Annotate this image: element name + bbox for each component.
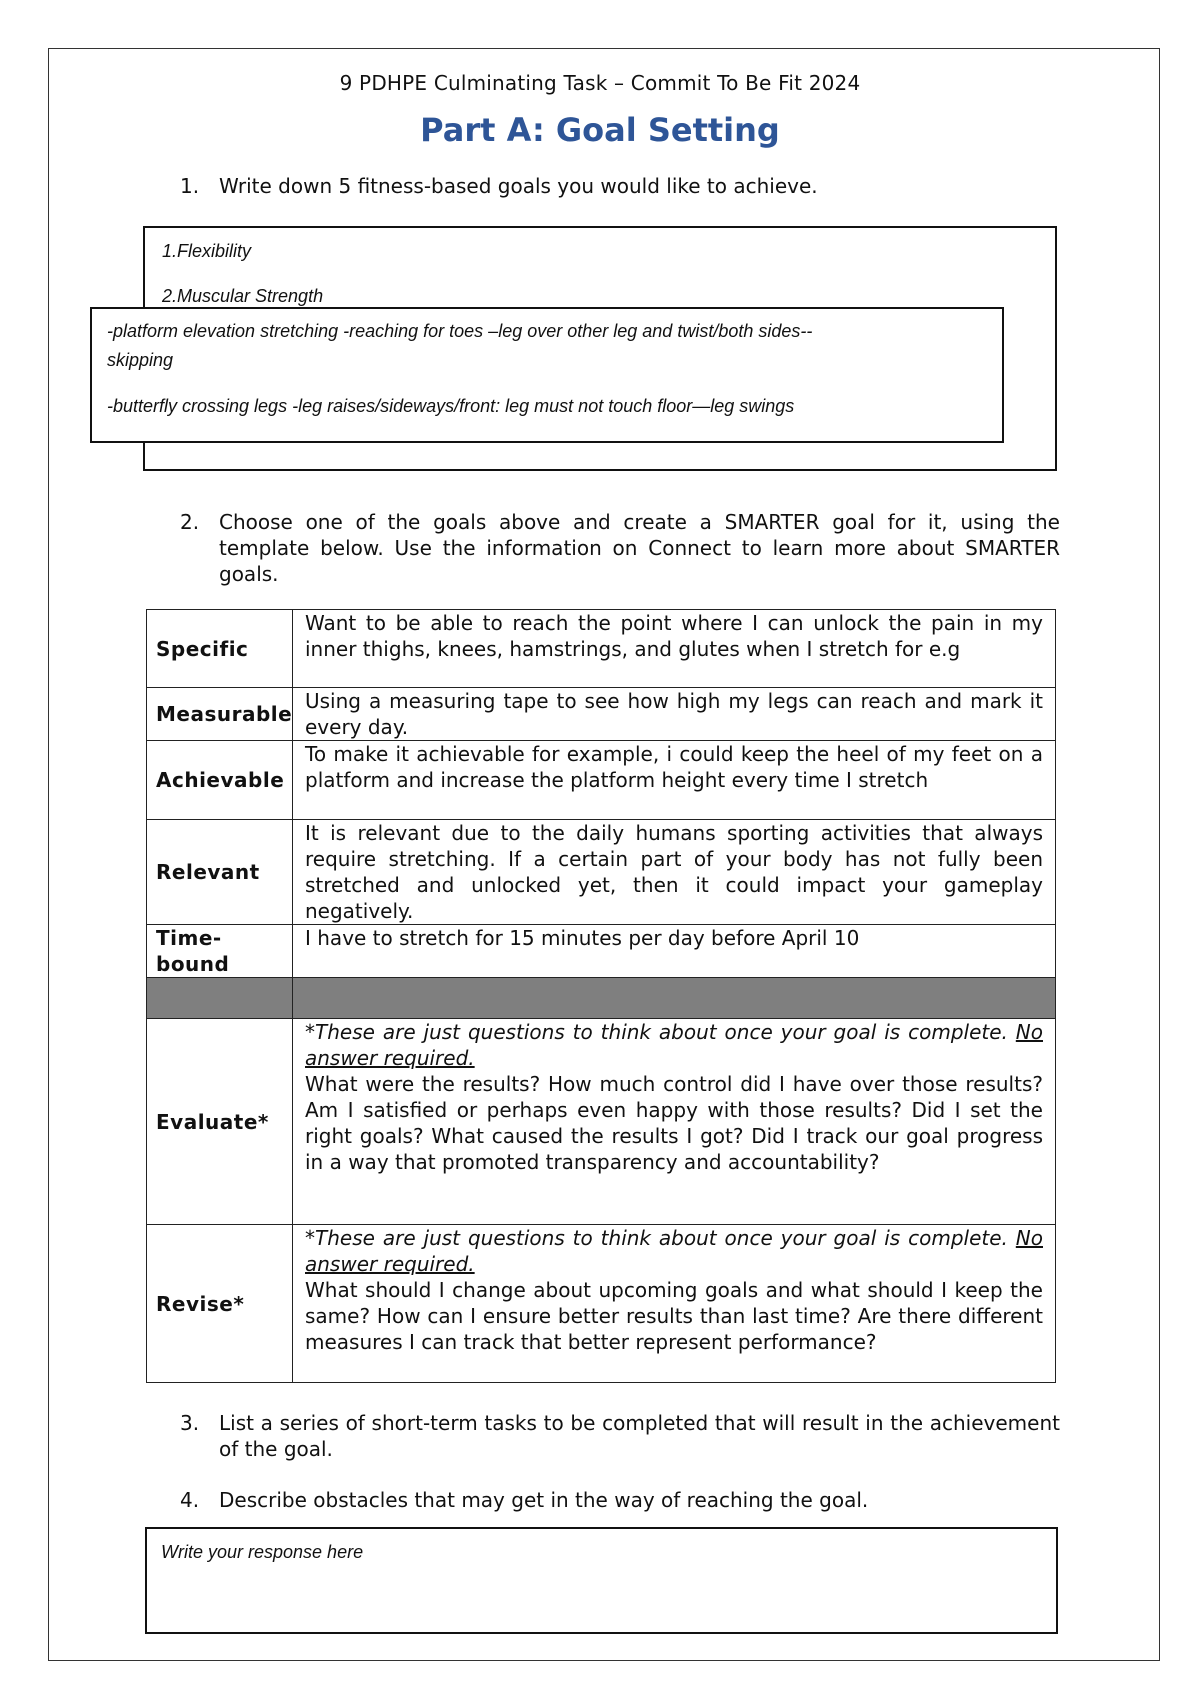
question-text: Describe obstacles that may get in the way of reaching the goal. xyxy=(219,1488,869,1512)
row-value[interactable]: To make it achievable for example, i could keep the heel of my feet on a platform and increase the platform height every time I stretch xyxy=(293,741,1056,820)
row-value[interactable]: Using a measuring tape to see how high my legs can reach and mark it every day. xyxy=(293,688,1056,741)
notes-line-2: skipping xyxy=(107,350,174,370)
table-row-measurable xyxy=(147,688,1056,741)
goal-line-2: 2.Muscular Strength xyxy=(162,286,324,306)
no-answer-note: No answer required. xyxy=(305,1226,1043,1276)
goal-line-1: 1.Flexibility xyxy=(162,241,252,261)
course-header: 9 PDHPE Culminating Task – Commit To Be Fit 2024 xyxy=(339,71,861,95)
no-answer-note: No answer required. xyxy=(305,1020,1043,1070)
question-number: 2. xyxy=(180,510,200,534)
row-label: Relevant xyxy=(147,820,293,925)
notes-line-1: -platform elevation stretching -reaching for toes –leg over other leg and twist/both sides-- xyxy=(107,321,813,341)
optional-note: *These are just questions to think about once your goal is complete. xyxy=(305,1226,1016,1250)
question-text: Write down 5 fitness-based goals you would like to achieve. xyxy=(219,174,818,198)
table-row-evaluate xyxy=(147,1019,1056,1225)
shaded-cell xyxy=(293,978,1056,1019)
smarter-goal-table xyxy=(146,609,1056,1383)
table-row-revise xyxy=(147,1225,1056,1383)
question-text: List a series of short-term tasks to be completed that will result in the achievement of the goal. xyxy=(219,1411,1060,1461)
question-2 xyxy=(180,509,1060,587)
row-value[interactable]: I have to stretch for 15 minutes per day before April 10 xyxy=(293,925,1056,978)
row-value xyxy=(293,1019,1056,1225)
notes-line-3: -butterfly crossing legs -leg raises/sideways/front: leg must not touch floor—leg swings xyxy=(107,396,795,416)
stretching-notes-box[interactable] xyxy=(90,307,1004,443)
row-label: Measurable xyxy=(147,688,293,741)
question-number: 3. xyxy=(180,1411,200,1435)
question-1 xyxy=(180,173,1060,199)
row-label: Evaluate* xyxy=(147,1019,293,1225)
row-value[interactable]: It is relevant due to the daily humans sporting activities that always require stretching. If a certain part of your body has not fully been stretched and unlocked yet, then it could impact your gameplay negatively. xyxy=(293,820,1056,925)
row-label: Specific xyxy=(147,610,293,688)
row-label: Revise* xyxy=(147,1225,293,1383)
table-row-timebound xyxy=(147,925,1056,978)
row-value[interactable]: Want to be able to reach the point where I can unlock the pain in my inner thighs, knees, hamstrings, and glutes when I stretch for e.g xyxy=(293,610,1056,688)
question-number: 1. xyxy=(180,174,200,198)
row-label: Achievable xyxy=(147,741,293,820)
optional-note: *These are just questions to think about once your goal is complete. xyxy=(305,1020,1016,1044)
row-label: Time-bound xyxy=(147,925,293,978)
row-value xyxy=(293,1225,1056,1383)
obstacles-response-box[interactable] xyxy=(145,1527,1058,1634)
table-row-achievable xyxy=(147,741,1056,820)
evaluate-questions: What were the results? How much control did I have over those results? Am I satisfied or perhaps even happy with those results? Did I set the right goals? What caused the results I got? Did I track our goal progress in a way that promoted transparency and accountability? xyxy=(305,1072,1043,1174)
response-placeholder: Write your response here xyxy=(161,1542,364,1562)
question-3 xyxy=(180,1410,1060,1462)
table-row-divider xyxy=(147,978,1056,1019)
question-text: Choose one of the goals above and create a SMARTER goal for it, using the template below. Use the information on Connect to learn more about SMARTER goals. xyxy=(219,510,1060,586)
table-row-specific xyxy=(147,610,1056,688)
question-number: 4. xyxy=(180,1488,200,1512)
question-4 xyxy=(180,1487,1060,1513)
revise-questions: What should I change about upcoming goals and what should I keep the same? How can I ensure better results than last time? Are there different measures I can track that better represent performance? xyxy=(305,1278,1043,1354)
page-title: Part A: Goal Setting xyxy=(420,111,780,149)
table-row-relevant xyxy=(147,820,1056,925)
shaded-cell xyxy=(147,978,293,1019)
